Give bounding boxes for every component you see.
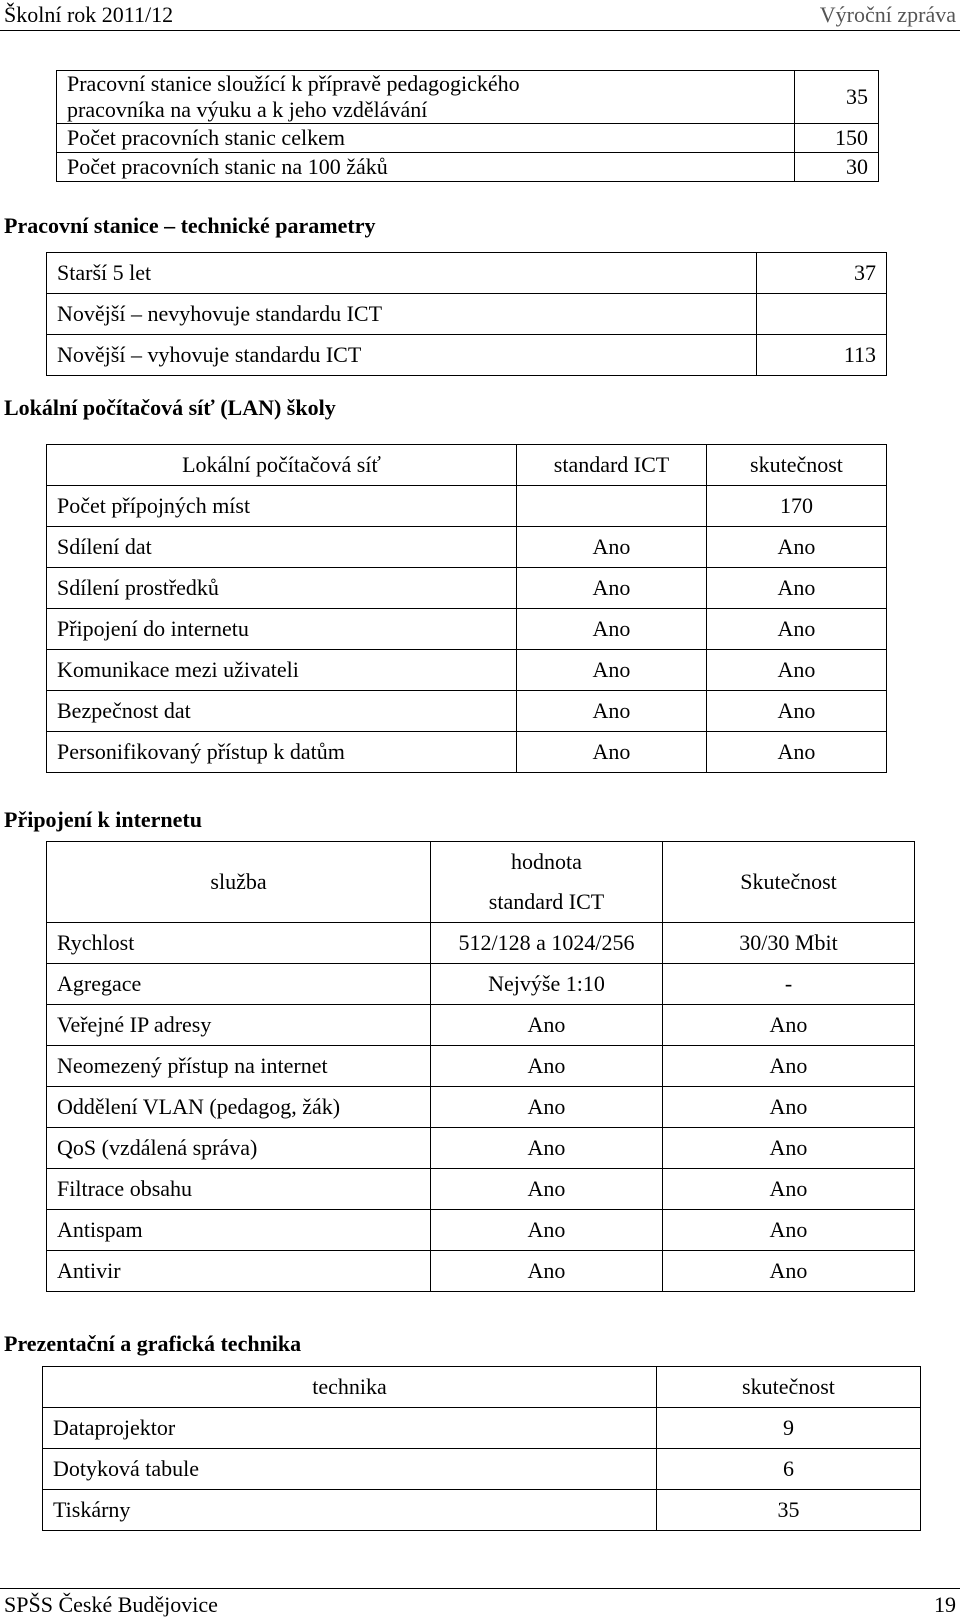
table-row xyxy=(47,609,887,650)
table-cell: 35 xyxy=(657,1490,921,1531)
table-cell: Antispam xyxy=(47,1210,431,1251)
table-cell: Dotyková tabule xyxy=(43,1449,657,1490)
table-cell: Ano xyxy=(663,1128,915,1169)
table-cell: Novější – vyhovuje standardu ICT xyxy=(47,335,757,376)
section-title-presentation: Prezentační a grafická technika xyxy=(4,1331,302,1356)
table-cell: 9 xyxy=(657,1408,921,1449)
section-title-internet: Připojení k internetu xyxy=(4,807,202,832)
table-cell: Sdílení dat xyxy=(47,527,517,568)
section-title-lan: Lokální počítačová síť (LAN) školy xyxy=(4,395,336,420)
table-cell xyxy=(757,294,887,335)
lan-table xyxy=(46,444,887,773)
table-row xyxy=(47,1128,915,1169)
column-header: standard ICT xyxy=(517,445,707,486)
table-cell: Veřejné IP adresy xyxy=(47,1005,431,1046)
table-cell: Oddělení VLAN (pedagog, žák) xyxy=(47,1087,431,1128)
table-row xyxy=(47,1169,915,1210)
column-header: hodnota standard ICT xyxy=(431,842,663,923)
table-cell: Ano xyxy=(707,650,887,691)
table-cell: Komunikace mezi uživateli xyxy=(47,650,517,691)
table-cell: Ano xyxy=(431,1169,663,1210)
table-cell: 30 xyxy=(795,153,879,182)
table-row xyxy=(47,568,887,609)
table-cell: Dataprojektor xyxy=(43,1408,657,1449)
table-cell: Připojení do internetu xyxy=(47,609,517,650)
table-row xyxy=(43,1490,921,1531)
table-row xyxy=(47,253,887,294)
table-row xyxy=(47,1046,915,1087)
table-cell: Ano xyxy=(663,1210,915,1251)
table-cell: 35 xyxy=(795,71,879,124)
table-row xyxy=(47,732,887,773)
table-row xyxy=(47,1210,915,1251)
school-name: SPŠS České Budějovice xyxy=(4,1592,218,1617)
column-header: Skutečnost xyxy=(663,842,915,923)
table-cell: Tiskárny xyxy=(43,1490,657,1531)
table-row xyxy=(57,71,879,124)
table-cell: Ano xyxy=(517,527,707,568)
table-cell: 170 xyxy=(707,486,887,527)
table-cell: Ano xyxy=(517,691,707,732)
table-cell: 150 xyxy=(795,124,879,153)
column-header: služba xyxy=(47,842,431,923)
table-header-row xyxy=(47,842,915,923)
table-cell: Ano xyxy=(707,609,887,650)
table-cell: 6 xyxy=(657,1449,921,1490)
table-row xyxy=(43,1408,921,1449)
table-cell: - xyxy=(663,964,915,1005)
table-cell: QoS (vzdálená správa) xyxy=(47,1128,431,1169)
table-cell: Ano xyxy=(707,568,887,609)
table-cell: Ano xyxy=(517,568,707,609)
page-number: 19 xyxy=(934,1592,956,1617)
table-cell: Ano xyxy=(707,732,887,773)
column-header: skutečnost xyxy=(657,1367,921,1408)
table-cell: Novější – nevyhovuje standardu ICT xyxy=(47,294,757,335)
table-cell: Pracovní stanice sloužící k přípravě pedagogického pracovníka na výuku a k jeho vzdělávání xyxy=(57,71,795,124)
table-row xyxy=(47,1087,915,1128)
table-cell: Filtrace obsahu xyxy=(47,1169,431,1210)
page-header xyxy=(0,0,960,31)
table-cell: 113 xyxy=(757,335,887,376)
table-cell: Ano xyxy=(431,1128,663,1169)
table-cell: Ano xyxy=(517,732,707,773)
table-row xyxy=(47,923,915,964)
table-row xyxy=(47,1005,915,1046)
table-row xyxy=(47,964,915,1005)
table-cell: Ano xyxy=(431,1046,663,1087)
table-cell: Ano xyxy=(707,691,887,732)
table-cell: 30/30 Mbit xyxy=(663,923,915,964)
table-cell: Personifikovaný přístup k datům xyxy=(47,732,517,773)
table-cell: Ano xyxy=(663,1005,915,1046)
table-header-row xyxy=(47,445,887,486)
table-cell: Ano xyxy=(431,1210,663,1251)
tech-params-table xyxy=(46,252,887,376)
table-cell: Ano xyxy=(663,1046,915,1087)
table-cell: 37 xyxy=(757,253,887,294)
column-header: skutečnost xyxy=(707,445,887,486)
section-title-tech-params: Pracovní stanice – technické parametry xyxy=(4,213,376,238)
table-cell: Ano xyxy=(431,1005,663,1046)
table-cell: Počet přípojných míst xyxy=(47,486,517,527)
table-row xyxy=(47,335,887,376)
table-cell: Ano xyxy=(663,1087,915,1128)
table-cell: Ano xyxy=(707,527,887,568)
table-row xyxy=(47,294,887,335)
table-cell: 512/128 a 1024/256 xyxy=(431,923,663,964)
table-cell: Starší 5 let xyxy=(47,253,757,294)
table-cell: Agregace xyxy=(47,964,431,1005)
table-cell: Ano xyxy=(663,1169,915,1210)
table-cell: Sdílení prostředků xyxy=(47,568,517,609)
column-header: Lokální počítačová síť xyxy=(47,445,517,486)
table-row xyxy=(43,1449,921,1490)
table-cell: Ano xyxy=(517,609,707,650)
table-cell: Ano xyxy=(517,650,707,691)
table-header-row xyxy=(43,1367,921,1408)
table-cell: Počet pracovních stanic celkem xyxy=(57,124,795,153)
internet-table xyxy=(46,841,915,1292)
table-row xyxy=(47,486,887,527)
table-row xyxy=(57,124,879,153)
table-row xyxy=(57,153,879,182)
table-cell: Antivir xyxy=(47,1251,431,1292)
table-cell: Nejvýše 1:10 xyxy=(431,964,663,1005)
workstations-table xyxy=(56,70,879,182)
table-cell: Ano xyxy=(663,1251,915,1292)
table-cell: Neomezený přístup na internet xyxy=(47,1046,431,1087)
table-row xyxy=(47,527,887,568)
table-cell: Rychlost xyxy=(47,923,431,964)
column-header: technika xyxy=(43,1367,657,1408)
table-cell: Ano xyxy=(431,1087,663,1128)
table-cell xyxy=(517,486,707,527)
page-footer xyxy=(0,1588,960,1617)
table-row xyxy=(47,650,887,691)
presentation-table xyxy=(42,1366,921,1531)
school-year: Školní rok 2011/12 xyxy=(4,2,174,27)
table-cell: Bezpečnost dat xyxy=(47,691,517,732)
report-title: Výroční zpráva xyxy=(819,2,956,27)
table-row xyxy=(47,1251,915,1292)
table-cell: Počet pracovních stanic na 100 žáků xyxy=(57,153,795,182)
table-cell: Ano xyxy=(431,1251,663,1292)
table-row xyxy=(47,691,887,732)
